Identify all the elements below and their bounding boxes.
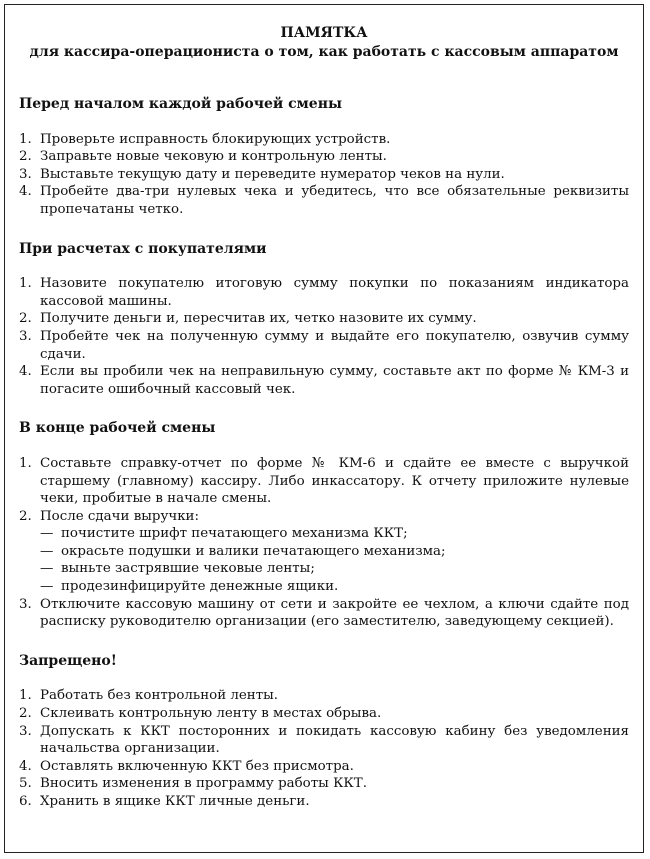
item-text: Отключите кассовую машину от сети и закройте ее чехлом, а ключи сдайте под расписку руководителю организации (его заместителю, заведующему секцией). bbox=[40, 596, 629, 630]
item-text: Оставлять включенную ККТ без присмотра. bbox=[40, 758, 354, 774]
numbered-list bbox=[19, 131, 629, 219]
item-number: 2. bbox=[19, 706, 32, 722]
dash-list-item bbox=[40, 578, 629, 596]
item-number: 3. bbox=[19, 328, 32, 344]
sections-container bbox=[5, 96, 643, 811]
dash-list-item bbox=[40, 543, 629, 561]
numbered-list bbox=[19, 455, 629, 631]
item-number: 4. bbox=[19, 184, 32, 200]
list-item bbox=[19, 363, 629, 398]
list-item bbox=[19, 131, 629, 149]
section bbox=[5, 96, 643, 219]
item-number: 5. bbox=[19, 776, 32, 792]
dash-list-item bbox=[40, 560, 629, 578]
section bbox=[5, 420, 643, 631]
item-number: 3. bbox=[19, 596, 32, 612]
item-text: Если вы пробили чек на неправильную сумму, составьте акт по форме № КМ-3 и погасите ошибочный кассовый чек. bbox=[40, 364, 629, 397]
list-item bbox=[19, 793, 629, 811]
item-text: Получите деньги и, пересчитав их, четко назовите их сумму. bbox=[40, 311, 477, 327]
section bbox=[5, 653, 643, 811]
dash-marker: — bbox=[40, 579, 54, 595]
item-number: 4. bbox=[19, 364, 32, 380]
dash-list-item bbox=[40, 525, 629, 543]
list-item bbox=[19, 328, 629, 363]
item-text: Хранить в ящике ККТ личные деньги. bbox=[40, 794, 310, 809]
item-text: Работать без контрольной ленты. bbox=[40, 688, 279, 704]
item-number: 6. bbox=[19, 794, 32, 809]
list-item bbox=[19, 166, 629, 184]
item-number: 1. bbox=[19, 455, 32, 471]
dash-item-text: почистите шрифт печатающего механизма ККТ; bbox=[61, 526, 408, 542]
list-item bbox=[19, 758, 629, 776]
item-number: 2. bbox=[19, 149, 32, 165]
item-text: Проверьте исправность блокирующих устройств. bbox=[40, 131, 391, 147]
dash-marker: — bbox=[40, 543, 54, 559]
list-item bbox=[19, 508, 629, 596]
numbered-list bbox=[19, 275, 629, 398]
dash-marker: — bbox=[40, 526, 54, 542]
item-number: 3. bbox=[19, 166, 32, 182]
list-item bbox=[19, 183, 629, 218]
dash-item-text: окрасьте подушки и валики печатающего механизма; bbox=[61, 543, 446, 559]
section-heading: При расчетах с покупателями bbox=[19, 240, 267, 257]
dash-list bbox=[40, 525, 629, 595]
dash-item-text: выньте застрявшие чековые ленты; bbox=[61, 561, 315, 577]
section-heading: Перед началом каждой рабочей смены bbox=[19, 96, 342, 112]
item-number: 2. bbox=[19, 508, 32, 524]
numbered-list bbox=[19, 687, 629, 810]
item-text: Назовите покупателю итоговую сумму покупки по показаниям индикатора кассовой машины. bbox=[40, 276, 629, 309]
item-number: 1. bbox=[19, 276, 32, 292]
list-item bbox=[19, 723, 629, 758]
list-item bbox=[19, 310, 629, 328]
list-item bbox=[19, 275, 629, 310]
item-text: После сдачи выручки: bbox=[40, 508, 199, 524]
section-heading: Запрещено! bbox=[19, 652, 117, 669]
dash-item-text: продезинфицируйте денежные ящики. bbox=[61, 579, 339, 595]
item-number: 4. bbox=[19, 758, 32, 774]
section bbox=[5, 241, 643, 399]
list-item bbox=[19, 687, 629, 705]
item-number: 1. bbox=[19, 131, 32, 147]
list-item bbox=[19, 596, 629, 631]
list-item bbox=[19, 705, 629, 723]
item-number: 2. bbox=[19, 311, 32, 327]
list-item bbox=[19, 775, 629, 793]
section-heading: В конце рабочей смены bbox=[19, 420, 216, 437]
list-item bbox=[19, 455, 629, 508]
item-number: 3. bbox=[19, 723, 32, 739]
item-text: Склеивать контрольную ленту в местах обрыва. bbox=[40, 706, 382, 722]
document-title: ПАМЯТКА bbox=[280, 25, 368, 41]
dash-marker: — bbox=[40, 561, 54, 577]
list-item bbox=[19, 148, 629, 166]
item-text: Заправьте новые чековую и контрольную ленты. bbox=[40, 149, 387, 165]
item-text: Вносить изменения в программу работы ККТ. bbox=[40, 776, 367, 792]
memo-document bbox=[4, 4, 644, 853]
item-text: Пробейте чек на полученную сумму и выдайте его покупателю, озвучив сумму сдачи. bbox=[40, 328, 629, 362]
item-number: 1. bbox=[19, 688, 32, 704]
document-subtitle: для кассира-операциониста о том, как работать с кассовым аппаратом bbox=[29, 44, 619, 60]
item-text: Составьте справку-отчет по форме № КМ-6 и сдайте ее вместе с выручкой старшему (главному) кассиру. Либо инкассатору. К отчету приложите нулевые чеки, пробитые в начале смены. bbox=[40, 455, 629, 507]
item-text: Допускать к ККТ посторонних и покидать кассовую кабину без уведомления начальства организации. bbox=[40, 723, 629, 757]
item-text: Выставьте текущую дату и переведите нумератор чеков на нули. bbox=[40, 166, 505, 182]
item-text: Пробейте два-три нулевых чека и убедитесь, что все обязательные реквизиты пропечатаны четко. bbox=[40, 184, 629, 217]
